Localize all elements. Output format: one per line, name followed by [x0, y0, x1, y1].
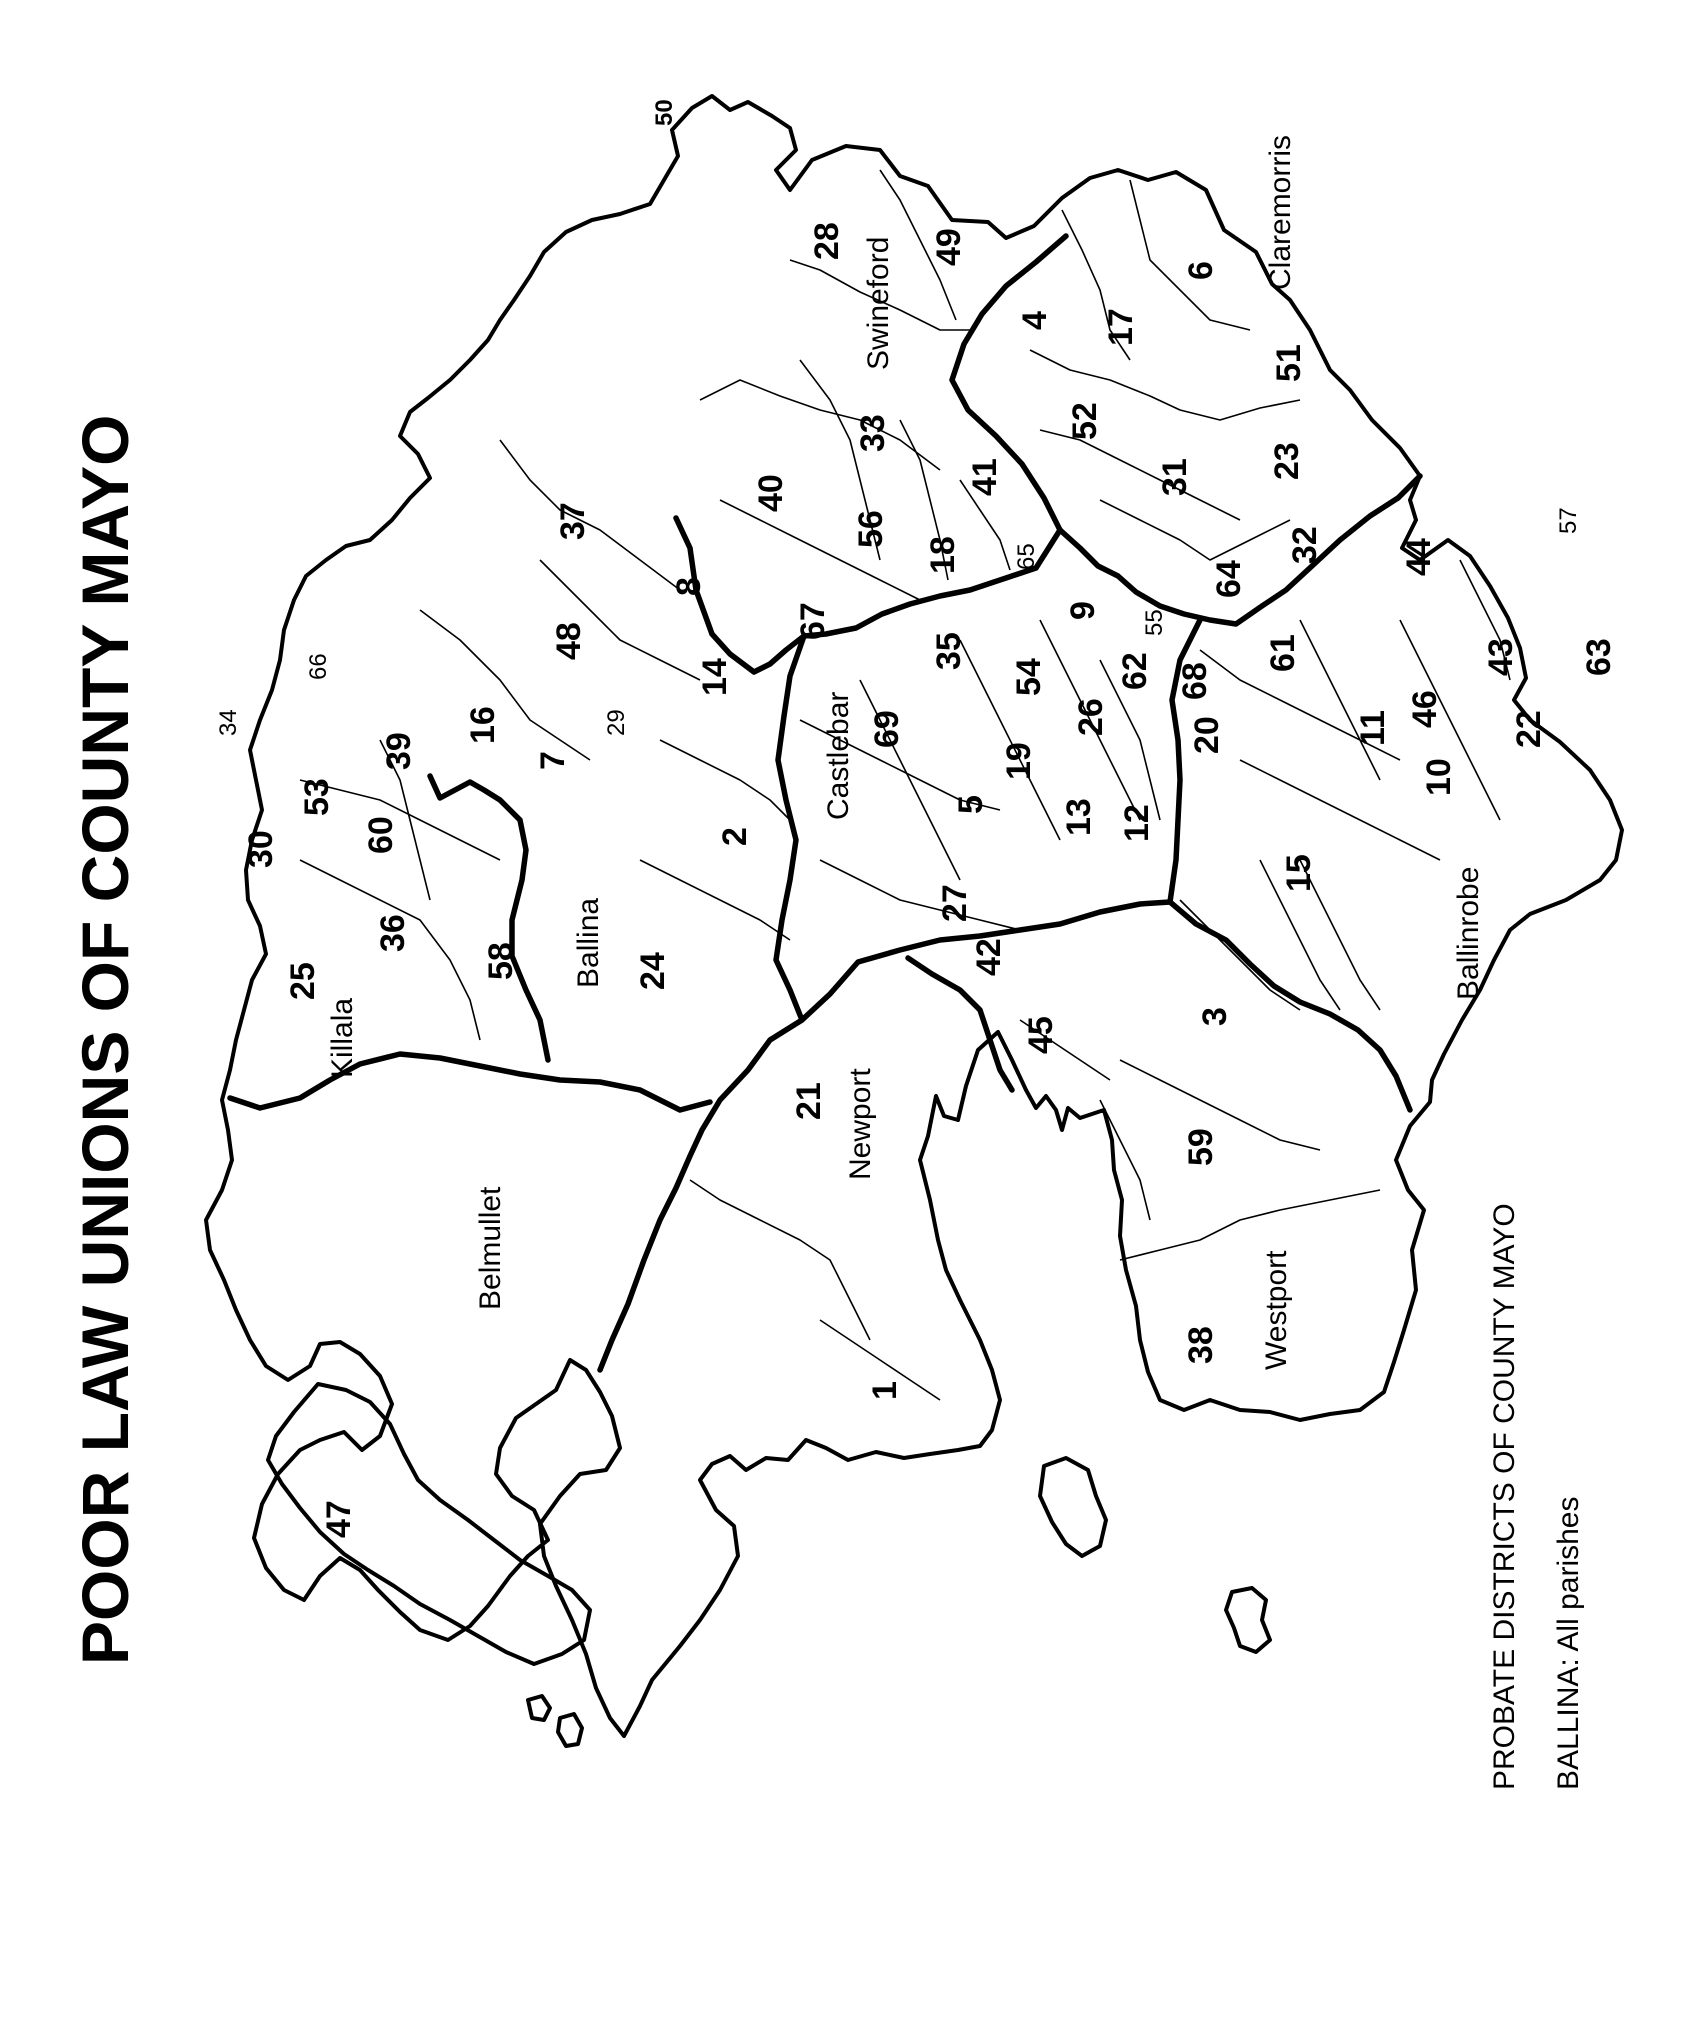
map-title: POOR LAW UNIONS OF COUNTY MAYO: [68, 414, 142, 1665]
parish-label: 63: [1580, 638, 1618, 676]
parish-label: 58: [482, 942, 520, 980]
parish-label: 7: [534, 751, 572, 770]
parish-label: 29: [603, 709, 630, 736]
parish-label: 24: [634, 952, 672, 990]
parish-label: 43: [1482, 638, 1520, 676]
parish-label: 48: [550, 622, 588, 660]
union-label-ballinrobe: Ballinrobe: [1452, 866, 1485, 1000]
parish-label: 69: [868, 710, 906, 748]
union-label-claremorris: Claremorris: [1264, 134, 1297, 290]
parish-label: 4: [1016, 311, 1054, 330]
parish-label: 66: [305, 653, 332, 680]
parish-label: 39: [380, 732, 418, 770]
parish-label: 41: [966, 458, 1004, 496]
parish-label: 5: [952, 795, 990, 814]
parish-label: 50: [651, 99, 678, 126]
parish-label: 27: [936, 884, 974, 922]
parish-label: 65: [1013, 543, 1040, 570]
union-label-newport: Newport: [844, 1068, 877, 1180]
parish-label: 22: [1510, 710, 1548, 748]
union-label-westport: Westport: [1260, 1250, 1293, 1370]
parish-label: 3: [1196, 1007, 1234, 1026]
parish-label: 13: [1060, 798, 1098, 836]
islet-a: [528, 1696, 550, 1720]
parish-label: 26: [1072, 698, 1110, 736]
parish-label: 16: [464, 706, 502, 744]
union-label-belmullet: Belmullet: [474, 1186, 507, 1310]
coastline: [206, 96, 1622, 1736]
parish-label: 60: [362, 816, 400, 854]
parish-label: 1: [866, 1381, 904, 1400]
union-label-castlebar: Castlebar: [822, 691, 855, 820]
parish-label: 19: [1000, 742, 1038, 780]
parish-label: 35: [930, 632, 968, 670]
parish-label: 46: [1406, 690, 1444, 728]
parish-label: 23: [1268, 442, 1306, 480]
parish-label: 31: [1156, 458, 1194, 496]
parish-label: 55: [1141, 609, 1168, 636]
parish-label: 54: [1010, 658, 1048, 696]
parish-label: 52: [1066, 402, 1104, 440]
parish-label: 61: [1264, 634, 1302, 672]
parish-label: 38: [1182, 1326, 1220, 1364]
parish-label: 40: [752, 474, 790, 512]
parish-label: 15: [1280, 854, 1318, 892]
parish-label: 11: [1354, 710, 1392, 746]
parish-label: 14: [696, 658, 734, 696]
parish-label: 28: [808, 222, 846, 260]
parish-label: 36: [374, 914, 412, 952]
parish-label: 53: [298, 778, 336, 816]
parish-label: 45: [1022, 1016, 1060, 1054]
parish-label: 9: [1064, 601, 1102, 620]
parish-label: 10: [1420, 758, 1458, 796]
legend-heading: PROBATE DISTRICTS OF COUNTY MAYO: [1488, 1203, 1521, 1790]
parish-label: 67: [794, 602, 832, 640]
union-label-ballina: Ballina: [572, 897, 605, 988]
parish-label: 59: [1182, 1128, 1220, 1166]
parish-label: 8: [670, 577, 708, 596]
parish-label: 2: [716, 827, 754, 846]
parish-label: 68: [1176, 662, 1214, 700]
parish-label: 44: [1400, 538, 1438, 576]
parish-label: 42: [970, 938, 1008, 976]
legend-note: BALLINA: All parishes: [1552, 1496, 1585, 1790]
parish-label: 51: [1270, 344, 1308, 382]
inishturk-island: [1226, 1588, 1270, 1652]
parish-label: 6: [1182, 261, 1220, 280]
clare-island: [1040, 1458, 1106, 1556]
parish-label: 64: [1210, 560, 1248, 598]
parish-label: 12: [1118, 804, 1156, 842]
parish-label: 56: [852, 510, 890, 548]
islet-b: [558, 1714, 582, 1746]
parish-label: 21: [790, 1082, 828, 1120]
parish-label: 34: [215, 709, 242, 736]
parish-label: 18: [924, 536, 962, 574]
union-label-killala: Killala: [326, 997, 359, 1078]
union-label-swineford: Swineford: [862, 236, 895, 370]
parish-label: 30: [242, 830, 280, 868]
parish-label: 20: [1188, 716, 1226, 754]
parish-label: 33: [854, 414, 892, 452]
parish-label: 32: [1286, 526, 1324, 564]
parish-label: 17: [1102, 308, 1140, 346]
legend: [1488, 1203, 1585, 1790]
parish-label: 62: [1116, 652, 1154, 690]
parish-label: 25: [284, 962, 322, 1000]
parish-label: 37: [554, 502, 592, 540]
parish-label: 47: [320, 1500, 358, 1538]
parish-label: 57: [1555, 507, 1582, 534]
parish-label: 49: [930, 228, 968, 266]
